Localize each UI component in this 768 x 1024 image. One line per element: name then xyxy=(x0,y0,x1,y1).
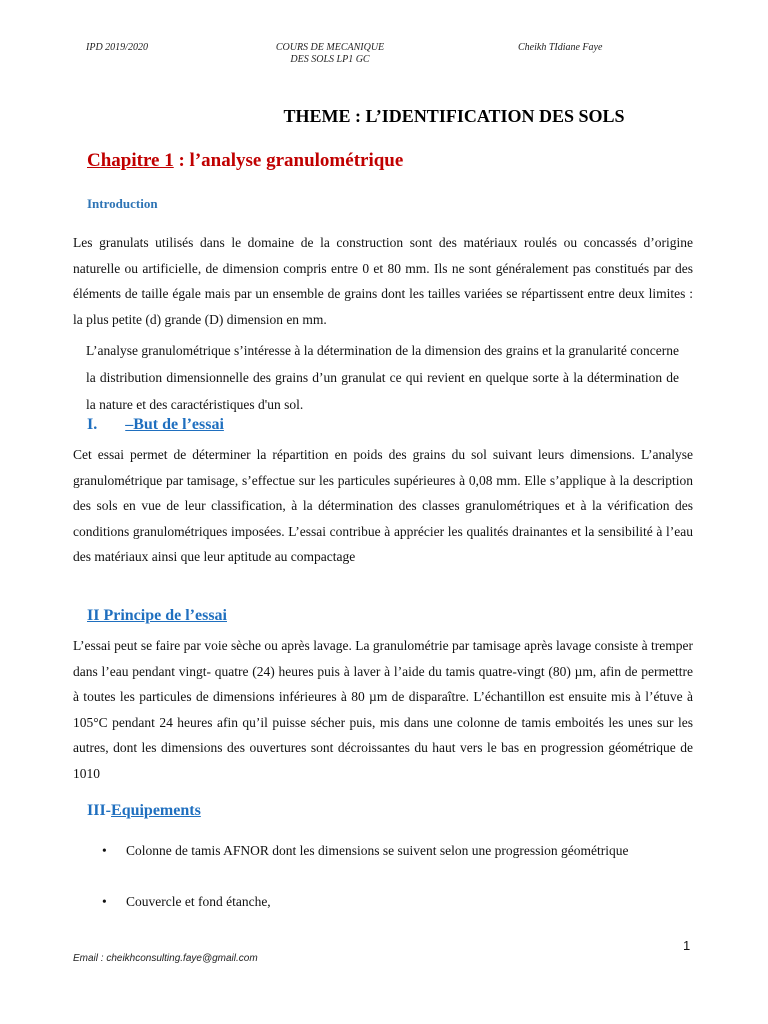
section-number: I. xyxy=(87,416,98,433)
header-right: Cheikh TIdiane Faye xyxy=(518,42,603,53)
page-number: 1 xyxy=(683,938,691,953)
bullet-icon: • xyxy=(102,843,107,858)
section-title: –But de l’essai xyxy=(125,416,224,433)
chapter-title: : l’analyse granulométrique xyxy=(173,150,404,171)
list-item xyxy=(80,838,640,864)
header-center xyxy=(255,42,405,66)
header-left: IPD 2019/2020 xyxy=(86,42,148,53)
list-item-text: Couvercle et fond étanche, xyxy=(126,894,271,909)
section-heading-principe: II Principe de l’essai xyxy=(87,607,227,624)
paragraph-intro-2: L’analyse granulométrique s’intéresse à la détermination de la dimension des grains et la granularité concerne la distribution dimensionnelle des grains d’un granulat ce qui revient en quelque sorte à la détermination de la nature et des caractéristiques d'un sol. xyxy=(86,343,679,412)
header-center-line1: COURS DE MECANIQUE xyxy=(275,42,385,53)
chapter-number: Chapitre 1 xyxy=(87,150,174,171)
section-title: Equipements xyxy=(111,802,201,819)
paragraph-principe: L’essai peut se faire par voie sèche ou après lavage. La granulométrie par tamisage après lavage consiste à tremper dans l’eau pendant vingt- quatre (24) heures puis à laver à l’aide du tamis quatre-vingt (80) µm, afin de permettre à toutes les particules de dimensions inférieures à 80 µm de disparaître. L’échantillon est ensuite mis à l’étuve à 105°C pendant 24 heures afin qu’il puisse sécher puis, mis dans une colonne de tamis emboités les unes sur les autres, dont les dimensions des ouvertures sont décroissantes du haut vers le bas en progression géométrique de 1010 xyxy=(73,638,693,781)
chapter-heading xyxy=(87,150,403,172)
footer-email: Email : cheikhconsulting.faye@gmail.com xyxy=(73,953,258,964)
paragraph-intro-1: Les granulats utilisés dans le domaine de la construction sont des matériaux roulés ou concassés d’origine naturelle ou artificielle, de dimension compris entre 0 et 80 mm. Ils ne sont généralement pas constitués par des éléments de taille égale mais par un ensemble de grains dont les tailles variées se répartissent entre deux limites : la plus petite (d) grande (D) dimension en mm. xyxy=(73,235,693,327)
bullet-icon: • xyxy=(102,894,107,909)
section-heading-equipements xyxy=(87,802,201,820)
list-item xyxy=(80,889,640,915)
section-heading-but xyxy=(87,416,224,434)
theme-title: THEME : L’IDENTIFICATION DES SOLS xyxy=(283,106,625,126)
paragraph-but: Cet essai permet de déterminer la répartition en poids des grains du sol suivant leurs dimensions. L’analyse granulométrique par tamisage, s’effectue sur les particules supérieures à 0,08 mm. Elle s’applique à la description des sols en vue de leur classification, à la détermination des classes granulométriques et à la vérification des conditions granulométriques imposées. L’essai contribue à apprécier les qualités drainantes et la sensibilité à l’eau des matériaux ainsi que leur aptitude au compactage xyxy=(73,447,693,564)
list-item-text: Colonne de tamis AFNOR dont les dimensions se suivent selon une progression géométrique xyxy=(126,843,629,858)
header-center-line2: DES SOLS LP1 GC xyxy=(290,54,370,65)
introduction-heading: Introduction xyxy=(87,196,158,211)
section-prefix: III- xyxy=(87,802,112,819)
